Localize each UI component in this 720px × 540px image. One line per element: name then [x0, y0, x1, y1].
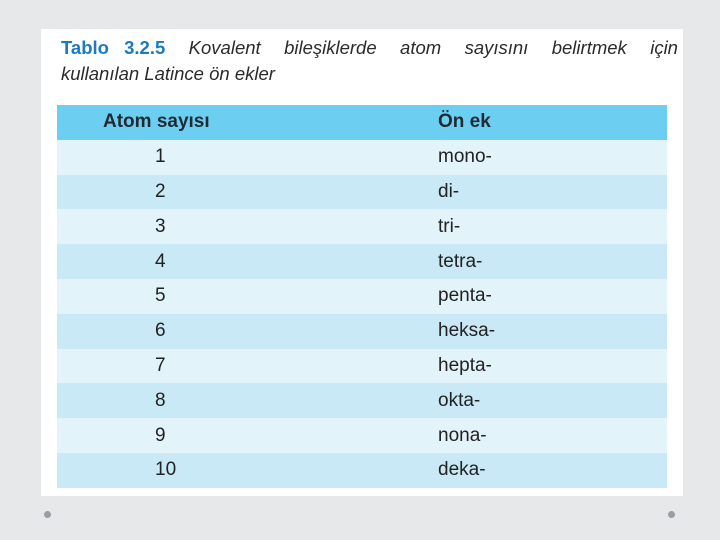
- table-row: [57, 314, 667, 349]
- caption-word: atom: [400, 37, 442, 58]
- prefix-cell: penta-: [438, 285, 492, 307]
- table-row: [57, 209, 667, 244]
- prefix-cell: hepta-: [438, 354, 492, 376]
- header-label: Atom sayısı: [103, 111, 210, 133]
- prefix-cell: nona-: [438, 424, 487, 446]
- table-row: [57, 453, 667, 488]
- atom-count-cell: 5: [155, 285, 166, 307]
- header-cell-prefix: [375, 111, 667, 133]
- atom-count-cell: 9: [155, 424, 166, 446]
- table-body: [57, 140, 667, 488]
- atom-count-cell: 6: [155, 320, 166, 342]
- table-row: [57, 244, 667, 279]
- header-cell-atom-count: [57, 111, 375, 133]
- atom-count-cell: 7: [155, 354, 166, 376]
- caption-label: Tablo: [61, 37, 109, 58]
- atom-count-cell: 8: [155, 389, 166, 411]
- caption-word: Kovalent: [188, 37, 261, 58]
- atom-count-cell: 2: [155, 180, 166, 202]
- bullet-right-icon: [668, 511, 675, 518]
- prefix-cell: deka-: [438, 459, 486, 481]
- bullet-left-icon: [44, 511, 51, 518]
- atom-count-cell: 10: [155, 459, 177, 481]
- table-row: [57, 175, 667, 210]
- table-header-row: [57, 105, 667, 140]
- table-row: [57, 279, 667, 314]
- caption-word: sayısını: [464, 37, 529, 58]
- header-label: Ön ek: [438, 111, 491, 133]
- table-row: [57, 383, 667, 418]
- atom-count-cell: 4: [155, 250, 166, 272]
- table-row: [57, 418, 667, 453]
- prefix-cell: okta-: [438, 389, 481, 411]
- prefix-cell: tri-: [438, 215, 461, 237]
- prefix-table: [57, 105, 667, 488]
- atom-count-cell: 1: [155, 146, 166, 168]
- caption-line-2: kullanılan Latince ön ekler: [61, 63, 275, 84]
- prefix-cell: tetra-: [438, 250, 483, 272]
- caption-word: için: [650, 37, 678, 58]
- table-row: [57, 349, 667, 384]
- caption-word: belirtmek: [551, 37, 627, 58]
- caption-label-group: [61, 35, 165, 61]
- caption-number: 3.2.5: [124, 37, 166, 58]
- table-caption: [61, 35, 678, 87]
- table-row: [57, 140, 667, 175]
- prefix-cell: di-: [438, 180, 460, 202]
- atom-count-cell: 3: [155, 215, 166, 237]
- prefix-cell: mono-: [438, 146, 492, 168]
- slide: [41, 29, 683, 496]
- prefix-cell: heksa-: [438, 320, 496, 342]
- caption-line-1: [61, 35, 678, 61]
- caption-word: bileşiklerde: [284, 37, 377, 58]
